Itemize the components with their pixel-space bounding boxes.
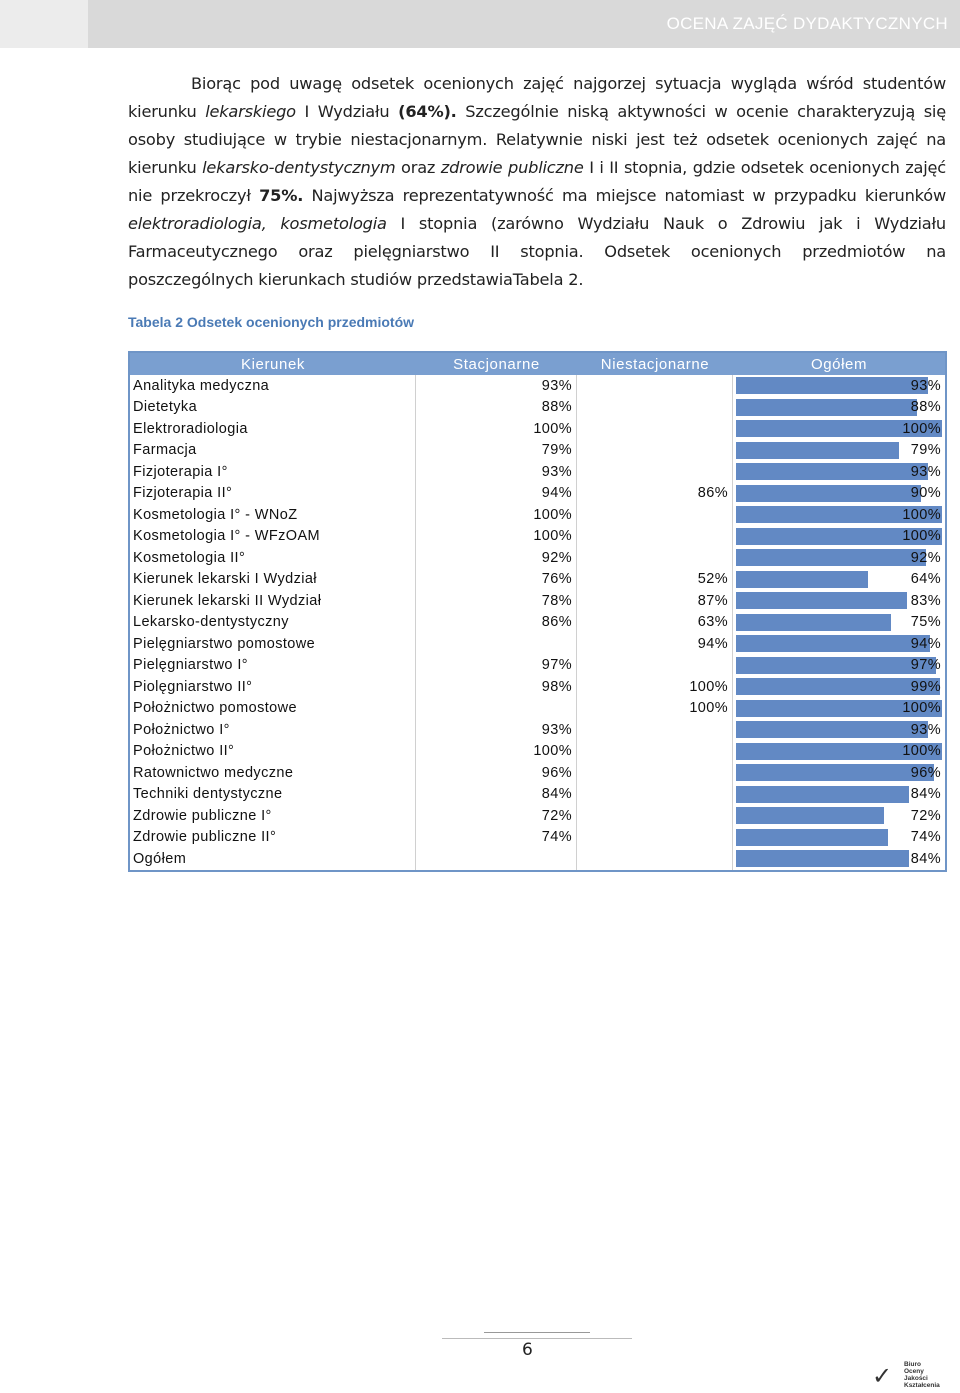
table-row — [130, 526, 945, 548]
cell-stacjonarne: 76% — [416, 569, 577, 591]
cell-ogolem — [733, 397, 945, 419]
cell-kierunek: Lekarsko-dentystyczny — [130, 612, 416, 634]
cell-kierunek: Kierunek lekarski II Wydział — [130, 590, 416, 612]
cell-niestacjonarne — [577, 397, 733, 419]
cell-ogolem — [733, 440, 945, 462]
cell-ogolem — [733, 762, 945, 784]
cell-stacjonarne: 100% — [416, 526, 577, 548]
cell-niestacjonarne — [577, 848, 733, 870]
cell-ogolem — [733, 526, 945, 548]
cell-ogolem — [733, 569, 945, 591]
cell-kierunek: Położnictwo pomostowe — [130, 698, 416, 720]
ogolem-bar — [736, 549, 926, 566]
cell-niestacjonarne — [577, 418, 733, 440]
ogolem-value: 100% — [902, 743, 941, 760]
cell-niestacjonarne — [577, 805, 733, 827]
ogolem-value: 88% — [910, 399, 941, 416]
header-ogolem: Ogółem — [810, 355, 868, 373]
table-row — [130, 547, 945, 569]
cell-stacjonarne: 100% — [416, 741, 577, 763]
cell-stacjonarne — [416, 848, 577, 870]
cell-kierunek: Dietetyka — [130, 397, 416, 419]
cell-stacjonarne: 79% — [416, 440, 577, 462]
cell-kierunek: Położnictwo I° — [130, 719, 416, 741]
table-caption: Tabela 2 Odsetek ocenionych przedmiotów — [128, 314, 415, 330]
cell-niestacjonarne: 63% — [577, 612, 733, 634]
cell-stacjonarne: 97% — [416, 655, 577, 677]
ogolem-value: 94% — [910, 635, 941, 652]
ogolem-value: 83% — [910, 592, 941, 609]
cell-ogolem — [733, 698, 945, 720]
header-niestacjonarne: Niestacjonarne — [600, 355, 710, 373]
table-header — [130, 353, 945, 375]
table-row — [130, 418, 945, 440]
cell-ogolem — [733, 547, 945, 569]
header-left-block — [0, 0, 88, 48]
table-row — [130, 397, 945, 419]
table-row — [130, 805, 945, 827]
page-number: 6 — [522, 1340, 533, 1360]
cell-niestacjonarne: 100% — [577, 676, 733, 698]
cell-niestacjonarne — [577, 526, 733, 548]
cell-ogolem — [733, 375, 945, 397]
cell-kierunek: Kosmetologia I° - WFzOAM — [130, 526, 416, 548]
cell-ogolem — [733, 784, 945, 806]
table-row — [130, 719, 945, 741]
table-row — [130, 633, 945, 655]
ogolem-bar — [736, 807, 884, 824]
ogolem-value: 100% — [902, 700, 941, 717]
cell-stacjonarne: 93% — [416, 375, 577, 397]
cell-niestacjonarne: 100% — [577, 698, 733, 720]
footer-lines — [442, 1332, 632, 1342]
cell-ogolem — [733, 612, 945, 634]
cell-ogolem — [733, 848, 945, 870]
ogolem-value: 64% — [910, 571, 941, 588]
body-paragraph: Biorąc pod uwagę odsetek ocenionych zajęć najgorzej sytuacja wygląda wśród studentów kierunku lekarskiego I Wydziału (64%). Szczególnie niską aktywności w ocenie charakteryzują się osoby studiujące w trybie niestacjonarnym. Relatywnie niski jest też odsetek ocenionych zajęć na kierunku lekarsko-dentystycznym oraz zdrowie publiczne I i II stopnia, gdzie odsetek ocenionych zajęć nie przekroczył 75%. Najwyższa reprezentatywność ma miejsce natomiast w przypadku kierunków elektroradiologia, kosmetologia I stopnia (zarówno Wydziału Nauk o Zdrowiu jak i Wydziału Farmaceutycznego oraz pielęgniarstwo II stopnia. Odsetek ocenionych przedmiotów na poszczególnych kierunkach studiów przedstawiaTabela 2. — [128, 74, 946, 289]
ogolem-bar — [736, 721, 928, 738]
cell-stacjonarne: 74% — [416, 827, 577, 849]
cell-niestacjonarne — [577, 827, 733, 849]
cell-kierunek: Farmacja — [130, 440, 416, 462]
cell-stacjonarne: 78% — [416, 590, 577, 612]
ogolem-value: 93% — [910, 377, 941, 394]
table-row — [130, 676, 945, 698]
cell-niestacjonarne: 86% — [577, 483, 733, 505]
cell-kierunek: Zdrowie publiczne II° — [130, 827, 416, 849]
cell-kierunek: Położnictwo II° — [130, 741, 416, 763]
cell-stacjonarne: 93% — [416, 719, 577, 741]
table-row — [130, 698, 945, 720]
ogolem-bar — [736, 850, 909, 867]
ogolem-value: 100% — [902, 528, 941, 545]
cell-ogolem — [733, 805, 945, 827]
ogolem-value: 100% — [902, 506, 941, 523]
ogolem-value: 97% — [910, 657, 941, 674]
logo — [872, 1360, 948, 1390]
ogolem-bar — [736, 442, 899, 459]
ogolem-value: 99% — [910, 678, 941, 695]
cell-kierunek: Zdrowie publiczne I° — [130, 805, 416, 827]
cell-kierunek: Fizjoterapia II° — [130, 483, 416, 505]
ogolem-bar — [736, 377, 928, 394]
cell-niestacjonarne — [577, 440, 733, 462]
cell-niestacjonarne — [577, 762, 733, 784]
ogolem-value: 93% — [910, 721, 941, 738]
table-row — [130, 440, 945, 462]
table-row — [130, 504, 945, 526]
ogolem-value: 84% — [910, 786, 941, 803]
cell-kierunek: Kosmetologia I° - WNoZ — [130, 504, 416, 526]
logo-text: Biuro Oceny Jakości Kształcenia — [904, 1361, 940, 1389]
data-table — [128, 351, 947, 872]
table-row — [130, 375, 945, 397]
logo-mark-icon: ✓ — [872, 1363, 893, 1390]
table-row — [130, 848, 945, 870]
ogolem-bar — [736, 614, 891, 631]
ogolem-bar — [736, 657, 936, 674]
cell-kierunek: Pielęgniarstwo I° — [130, 655, 416, 677]
ogolem-bar — [736, 786, 909, 803]
cell-stacjonarne: 84% — [416, 784, 577, 806]
cell-niestacjonarne: 52% — [577, 569, 733, 591]
ogolem-bar — [736, 463, 928, 480]
cell-kierunek: Ratownictwo medyczne — [130, 762, 416, 784]
ogolem-value: 74% — [910, 829, 941, 846]
cell-niestacjonarne: 87% — [577, 590, 733, 612]
cell-ogolem — [733, 827, 945, 849]
table-row — [130, 784, 945, 806]
cell-stacjonarne: 88% — [416, 397, 577, 419]
cell-ogolem — [733, 719, 945, 741]
table-row — [130, 827, 945, 849]
table-row — [130, 461, 945, 483]
cell-ogolem — [733, 590, 945, 612]
table-row — [130, 590, 945, 612]
footer-line-long — [442, 1338, 632, 1339]
ogolem-value: 79% — [910, 442, 941, 459]
cell-ogolem — [733, 676, 945, 698]
cell-ogolem — [733, 483, 945, 505]
cell-niestacjonarne — [577, 375, 733, 397]
cell-kierunek: Piolęgniarstwo II° — [130, 676, 416, 698]
header-stacjonarne: Stacjonarne — [453, 355, 540, 373]
table-row — [130, 483, 945, 505]
cell-kierunek: Kierunek lekarski I Wydział — [130, 569, 416, 591]
table-row — [130, 612, 945, 634]
cell-stacjonarne: 94% — [416, 483, 577, 505]
cell-kierunek: Pielęgniarstwo pomostowe — [130, 633, 416, 655]
cell-stacjonarne — [416, 698, 577, 720]
cell-niestacjonarne — [577, 741, 733, 763]
cell-ogolem — [733, 504, 945, 526]
cell-stacjonarne: 92% — [416, 547, 577, 569]
cell-kierunek: Ogółem — [130, 848, 416, 870]
cell-niestacjonarne — [577, 719, 733, 741]
ogolem-bar — [736, 829, 888, 846]
table-row — [130, 569, 945, 591]
ogolem-value: 75% — [910, 614, 941, 631]
ogolem-value: 92% — [910, 549, 941, 566]
cell-ogolem — [733, 655, 945, 677]
ogolem-bar — [736, 571, 868, 588]
cell-stacjonarne: 96% — [416, 762, 577, 784]
cell-kierunek: Techniki dentystyczne — [130, 784, 416, 806]
ogolem-bar — [736, 764, 934, 781]
cell-kierunek: Fizjoterapia I° — [130, 461, 416, 483]
cell-niestacjonarne — [577, 461, 733, 483]
ogolem-bar — [736, 485, 921, 502]
table-body — [130, 375, 945, 870]
ogolem-value: 84% — [910, 850, 941, 867]
ogolem-bar — [736, 635, 930, 652]
header-kierunek: Kierunek — [240, 355, 305, 373]
table-row — [130, 741, 945, 763]
ogolem-value: 96% — [910, 764, 941, 781]
cell-stacjonarne — [416, 633, 577, 655]
cell-niestacjonarne — [577, 504, 733, 526]
ogolem-value: 90% — [910, 485, 941, 502]
cell-niestacjonarne — [577, 655, 733, 677]
cell-ogolem — [733, 633, 945, 655]
cell-stacjonarne: 93% — [416, 461, 577, 483]
cell-niestacjonarne — [577, 547, 733, 569]
cell-niestacjonarne: 94% — [577, 633, 733, 655]
page-header — [0, 0, 960, 48]
header-right-block — [88, 0, 960, 48]
cell-ogolem — [733, 418, 945, 440]
table-row — [130, 762, 945, 784]
cell-niestacjonarne — [577, 784, 733, 806]
cell-ogolem — [733, 741, 945, 763]
ogolem-value: 100% — [902, 420, 941, 437]
cell-stacjonarne: 72% — [416, 805, 577, 827]
ogolem-value: 93% — [910, 463, 941, 480]
cell-kierunek: Elektroradiologia — [130, 418, 416, 440]
cell-stacjonarne: 100% — [416, 504, 577, 526]
cell-stacjonarne: 86% — [416, 612, 577, 634]
cell-stacjonarne: 100% — [416, 418, 577, 440]
cell-kierunek: Analityka medyczna — [130, 375, 416, 397]
table-row — [130, 655, 945, 677]
ogolem-value: 72% — [910, 807, 941, 824]
cell-kierunek: Kosmetologia II° — [130, 547, 416, 569]
header-title: OCENA ZAJĘĆ DYDAKTYCZNYCH — [666, 14, 948, 33]
cell-stacjonarne: 98% — [416, 676, 577, 698]
ogolem-bar — [736, 399, 917, 416]
cell-ogolem — [733, 461, 945, 483]
ogolem-bar — [736, 592, 907, 609]
ogolem-bar — [736, 678, 940, 695]
footer-line-short — [484, 1332, 590, 1333]
